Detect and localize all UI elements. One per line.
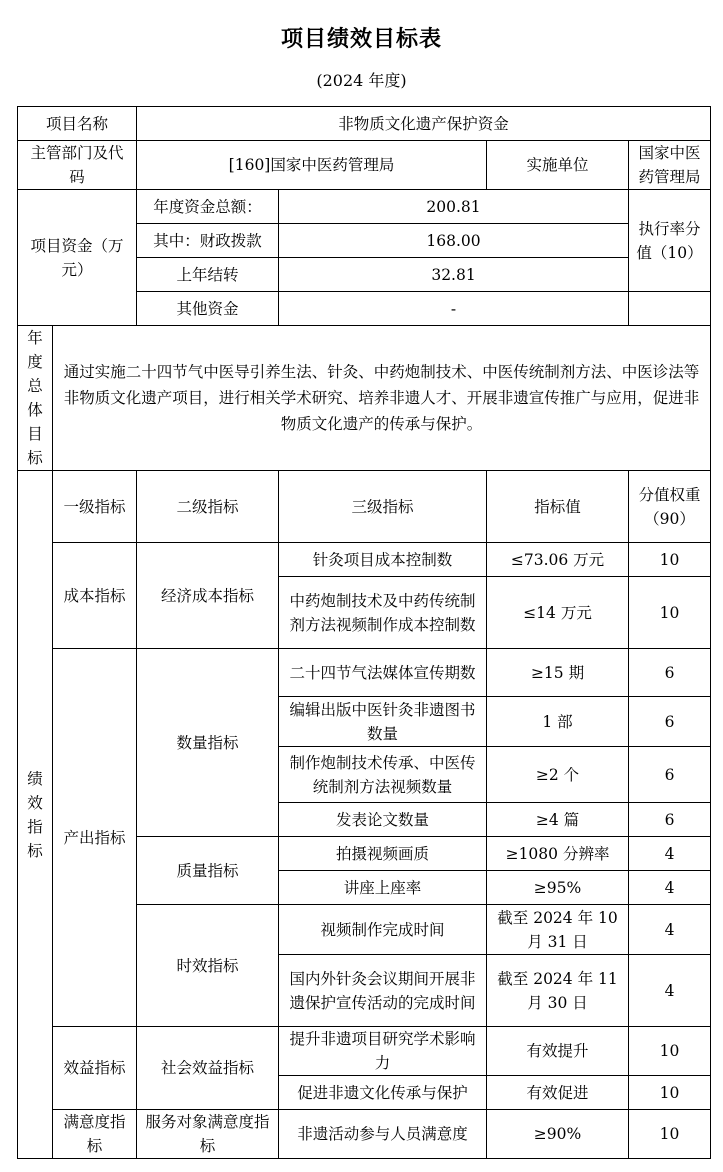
dept-row [18,141,711,190]
goal-text: 通过实施二十四节气中医导引养生法、针灸、中药炮制技术、中医传统制剂方法、中医诊法等非物质文化遗产项目，进行相关学术研究、培养非遗人才、开展非遗宣传推广与应用，促进非物质文化遗产的传承与保护。 [53,326,711,471]
funds-fiscal-value: 168.00 [279,224,629,258]
quality-level2: 质量指标 [137,837,279,905]
indicator-value: ≥2 个 [487,747,629,803]
indicator-name: 拍摄视频画质 [279,837,487,871]
satisfaction-level1: 满意度指标 [53,1110,137,1159]
indicator-value: 有效提升 [487,1027,629,1076]
table-row [18,649,711,697]
funds-other-value: - [279,292,629,326]
satisfaction-level2: 服务对象满意度指标 [137,1110,279,1159]
indicator-value: ≥90% [487,1110,629,1159]
funds-total-label: 年度资金总额： [137,190,279,224]
indicator-value: 1 部 [487,697,629,747]
output-level1: 产出指标 [53,649,137,1027]
project-name-value: 非物质文化遗产保护资金 [137,107,711,141]
dept-value: [160]国家中医药管理局 [137,141,487,190]
benefit-level1: 效益指标 [53,1027,137,1110]
goal-row [18,326,711,471]
indicator-value: ≤14 万元 [487,577,629,649]
perf-label: 绩效指标 [18,471,53,1159]
indicator-name: 编辑出版中医针灸非遗图书数量 [279,697,487,747]
header-level3: 三级指标 [279,471,487,543]
funds-label: 项目资金（万元） [18,190,137,326]
page-subtitle: (2024 年度) [316,71,407,90]
indicator-weight: 10 [629,1076,711,1110]
quantity-level2: 数量指标 [137,649,279,837]
indicator-name: 非遗活动参与人员满意度 [279,1110,487,1159]
indicator-name: 促进非遗文化传承与保护 [279,1076,487,1110]
indicator-name: 中药炮制技术及中药传统制剂方法视频制作成本控制数 [279,577,487,649]
indicator-weight: 10 [629,1027,711,1076]
indicator-name: 针灸项目成本控制数 [279,543,487,577]
indicator-value: ≥4 篇 [487,803,629,837]
indicator-name: 提升非遗项目研究学术影响力 [279,1027,487,1076]
indicator-name: 讲座上座率 [279,871,487,905]
funds-carry-value: 32.81 [279,258,629,292]
table-row [18,1110,711,1159]
impl-unit-value: 国家中医药管理局 [629,141,711,190]
dept-label: 主管部门及代码 [18,141,137,190]
indicator-weight: 4 [629,837,711,871]
header-weight: 分值权重（90） [629,471,711,543]
indicator-weight: 10 [629,1110,711,1159]
funds-fiscal-label: 其中：财政拨款 [137,224,279,258]
goal-label: 年度总体目标 [18,326,53,471]
project-name-label: 项目名称 [18,107,137,141]
benefit-level2: 社会效益指标 [137,1027,279,1110]
indicator-name: 视频制作完成时间 [279,905,487,955]
indicator-weight: 10 [629,543,711,577]
indicator-weight: 6 [629,649,711,697]
indicator-value: ≥95% [487,871,629,905]
project-name-row [18,107,711,141]
table-row [18,543,711,577]
cost-level2: 经济成本指标 [137,543,279,649]
indicator-weight: 10 [629,577,711,649]
indicator-name: 发表论文数量 [279,803,487,837]
table-row [18,1027,711,1076]
timeliness-level2: 时效指标 [137,905,279,1027]
indicator-weight: 6 [629,747,711,803]
indicator-weight: 4 [629,955,711,1027]
page-title: 项目绩效目标表 [280,27,442,52]
indicator-value: ≥15 期 [487,649,629,697]
indicator-weight: 6 [629,697,711,747]
funds-row [18,190,711,224]
indicator-weight: 6 [629,803,711,837]
indicator-weight: 4 [629,871,711,905]
impl-unit-label: 实施单位 [487,141,629,190]
indicator-value: ≥1080 分辨率 [487,837,629,871]
indicator-weight: 4 [629,905,711,955]
funds-other-label: 其他资金 [137,292,279,326]
exec-rate-label: 执行率分值（10） [629,190,711,292]
indicator-name: 制作炮制技术传承、中医传统制剂方法视频数量 [279,747,487,803]
funds-carry-label: 上年结转 [137,258,279,292]
indicator-value: 截至 2024 年 11 月 30 日 [487,955,629,1027]
indicator-name: 二十四节气法媒体宣传期数 [279,649,487,697]
indicator-name: 国内外针灸会议期间开展非遗保护宣传活动的完成时间 [279,955,487,1027]
cost-level1: 成本指标 [53,543,137,649]
indicator-value: 截至 2024 年 10 月 31 日 [487,905,629,955]
indicator-value: ≤73.06 万元 [487,543,629,577]
header-level2: 二级指标 [137,471,279,543]
perf-header-row [18,471,711,543]
exec-rate-empty [629,292,711,326]
performance-table [17,106,711,1159]
header-level1: 一级指标 [53,471,137,543]
funds-total-value: 200.81 [279,190,629,224]
indicator-value: 有效促进 [487,1076,629,1110]
header-value: 指标值 [487,471,629,543]
